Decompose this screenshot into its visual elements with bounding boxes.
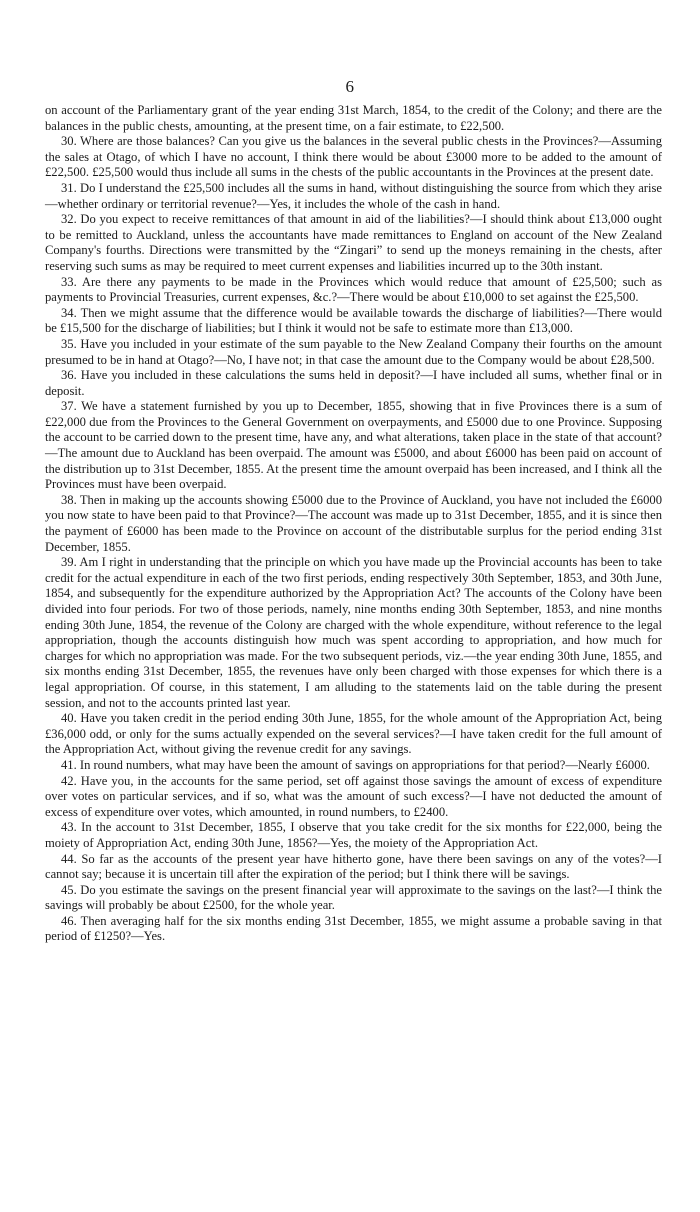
paragraph-q42: 42. Have you, in the accounts for the same period, set off against those savings the amount of excess of expenditure over votes on particular services, and if so, what was the amount of such excess?—I have not deducted the amount of excess of expenditure over votes, which amounted, in round numbers, to £2400.	[45, 773, 662, 819]
paragraph-q45: 45. Do you estimate the savings on the present financial year will approximate to the savings on the last?—I think the savings will probably be about £2500, for the whole year.	[45, 882, 662, 913]
body-text	[45, 103, 662, 945]
paragraph-q43: 43. In the account to 31st December, 1855, I observe that you take credit for the six months for £22,000, being the moiety of Appropriation Act, ending 30th June, 1856?—Yes, the moiety of the Appropriation Act.	[45, 820, 662, 850]
paragraph-q44: 44. So far as the accounts of the present year have hitherto gone, have there been savings on any of the votes?—I cannot say; because it is uncertain till after the expiration of the period; but I think there will be savings.	[45, 851, 662, 882]
paragraph-q38: 38. Then in making up the accounts showing £5000 due to the Province of Auckland, you have not included the £6000 you now state to have been paid to that Province?—The account was made up to 31st December, 1855, and it is since then the payment of £6000 has been made to the Province on account of the distributable surplus for the period ending 31st December, 1855.	[45, 492, 662, 554]
paragraph-q46: 46. Then averaging half for the six months ending 31st December, 1855, we might assume a probable saving in that period of £1250?—Yes.	[45, 913, 662, 944]
paragraph-q39: 39. Am I right in understanding that the principle on which you have made up the Provincial accounts has been to take credit for the actual expenditure in each of the two first periods, ending respectively 30th September, 1853, and 30th June, 1854, and subsequently for the expenditure authorized by the Appropriation Act? The accounts of the Colony have been divided into four periods. For two of those periods, namely, nine months ending 30th September, 1853, and nine months ending 30th June, 1854, the revenue of the Colony are charged with the whole expenditure, without reference to the legal appropriation, though the accounts distinguish how much was spent according to appropriation, and how much for charges for which no appropriation was made. For the two subsequent periods, viz.—the year ending 30th June, 1855, and six months ending 31st December, 1855, the revenues have only been charged with those expenses for which there is a legal appropriation. Of course, in this statement, I am alluding to the statements laid on the table during the present session, and not to the accounts printed last year.	[45, 555, 662, 710]
paragraph-q36: 36. Have you included in these calculations the sums held in deposit?—I have included all sums, whether final or in deposit.	[45, 368, 662, 398]
paragraph-q35: 35. Have you included in your estimate of the sum payable to the New Zealand Company their fourths on the amount presumed to be in hand at Otago?—No, I have not; in that case the amount due to the Company would be about £28,500.	[45, 336, 662, 367]
paragraph-q33: 33. Are there any payments to be made in the Provinces which would reduce that amount of £25,500; such as payments to Provincial Treasuries, current expenses, &c.?—There would be about £10,000 to set against the £25,500.	[45, 274, 662, 305]
paragraph-q34: 34. Then we might assume that the difference would be available towards the discharge of liabilities?—There would be £15,500 for the discharge of liabilities; but I think it would not be safe to estimate more than £13,000.	[45, 305, 662, 336]
paragraph-q30: 30. Where are those balances? Can you give us the balances in the several public chests in the Provinces?—Assuming the sales at Otago, of which I have no account, I think there would be about £3000 more to be added to the amount of £22,500. £25,500 would thus include all sums in the chests of the public accountants in the Provinces at the present date.	[45, 134, 662, 180]
paragraph-q32: 32. Do you expect to receive remittances of that amount in aid of the liabilities?—I should think about £13,000 ought to be remitted to Auckland, unless the accountants have made remittances to England on account of the New Zealand Company's fourths. Directions were transmitted by the “Zingari” to send up the moneys remaining in the chests, after reserving such sums as may be required to meet current expenses and liabilities incurred up to the 30th instant.	[45, 212, 662, 273]
paragraph-q37: 37. We have a statement furnished by you up to December, 1855, showing that in five Provinces there is a sum of £22,000 due from the Provinces to the General Government on overpayments, and £5000 due to one Province. Supposing the account to be carried down to the present time, have any, and what alterations, taken place in the state of that account?—The amount due to Auckland has been overpaid. The amount was £5000, and about £6000 has been paid on account of the distribution up to 31st December, 1855. At the present time the amount overpaid has been increased, and I think all the Provinces must have been overpaid.	[45, 399, 662, 492]
page-number: 6	[345, 77, 355, 96]
paragraph-q31: 31. Do I understand the £25,500 includes all the sums in hand, without distinguishing the source from which they arise—whether ordinary or territorial revenue?—Yes, it includes the whole of the cash in hand.	[45, 180, 662, 211]
paragraph-q40: 40. Have you taken credit in the period ending 30th June, 1855, for the whole amount of the Appropriation Act, being £36,000 odd, or only for the sums actually expended on the several services?—I have taken credit for the full amount of the Appropriation Act, without giving the revenue credit for any savings.	[45, 711, 662, 757]
paragraph-q41: 41. In round numbers, what may have been the amount of savings on appropriations for that period?—Nearly £6000.	[61, 757, 650, 772]
paragraph-continuation: on account of the Parliamentary grant of the year ending 31st March, 1854, to the credit of the Colony; and there are the balances in the public chests, amounting, at the present time, on a fair estimate, to £22,500.	[45, 103, 662, 133]
